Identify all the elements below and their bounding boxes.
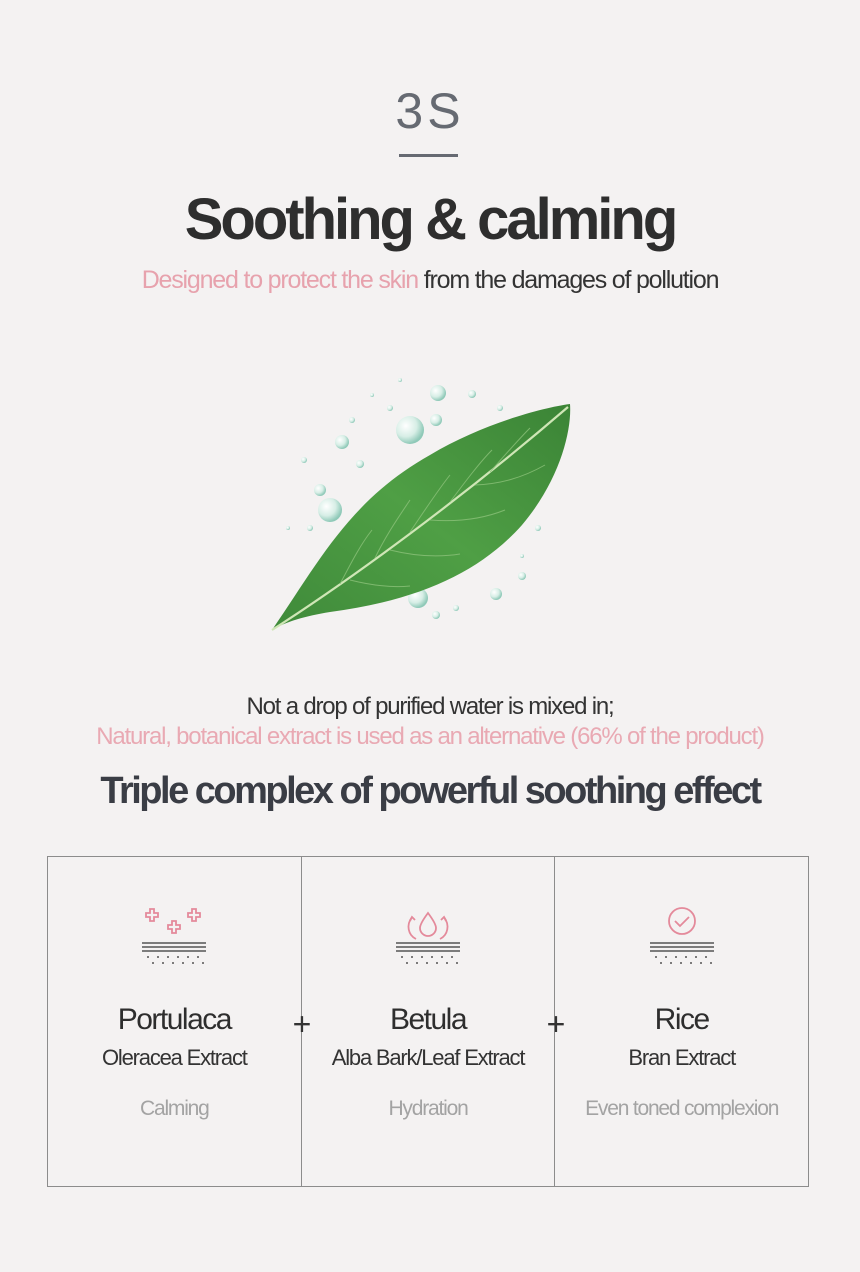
- plus-separator: +: [546, 1006, 566, 1042]
- ingredient-name: Betula: [389, 1003, 467, 1036]
- plus-separator: +: [292, 1006, 312, 1042]
- triple-complex-heading: Triple complex of powerful soothing effect: [100, 770, 760, 812]
- ingredient-effect: Hydration: [388, 1097, 468, 1120]
- leaf-with-water-droplets-image: [260, 360, 600, 650]
- ingredient-effect: Calming: [140, 1097, 209, 1120]
- ingredient-name: Portulaca: [117, 1003, 231, 1036]
- ingredient-subname: Bran Extract: [628, 1045, 735, 1070]
- subtitle-highlight: Designed to protect the skin: [141, 266, 418, 294]
- ingredient-cell-portulaca: [48, 857, 302, 1186]
- check-circle-over-skin-icon: [646, 905, 718, 969]
- ingredient-subname: Alba Bark/Leaf Extract: [331, 1045, 525, 1070]
- ingredient-subname: Oleracea Extract: [102, 1045, 247, 1070]
- page-headline: Soothing & calming: [184, 187, 676, 252]
- purified-water-note: Not a drop of purified water is mixed in;: [246, 693, 614, 720]
- ingredient-table: [47, 856, 809, 1187]
- page-subtitle: [0, 266, 860, 295]
- ingredient-cell-betula: [302, 857, 556, 1186]
- plus-crosses-over-skin-icon: [138, 905, 210, 969]
- water-drop-over-skin-icon: [392, 905, 464, 969]
- ingredient-effect: Even toned complexion: [585, 1097, 779, 1120]
- section-number: 3S: [395, 83, 465, 139]
- subtitle-rest: from the damages of pollution: [418, 266, 719, 294]
- botanical-extract-note: Natural, botanical extract is used as an alternative (66% of the product): [96, 723, 764, 750]
- ingredient-name: Rice: [654, 1003, 709, 1036]
- section-divider: [399, 154, 458, 157]
- ingredient-cell-rice: [555, 857, 808, 1186]
